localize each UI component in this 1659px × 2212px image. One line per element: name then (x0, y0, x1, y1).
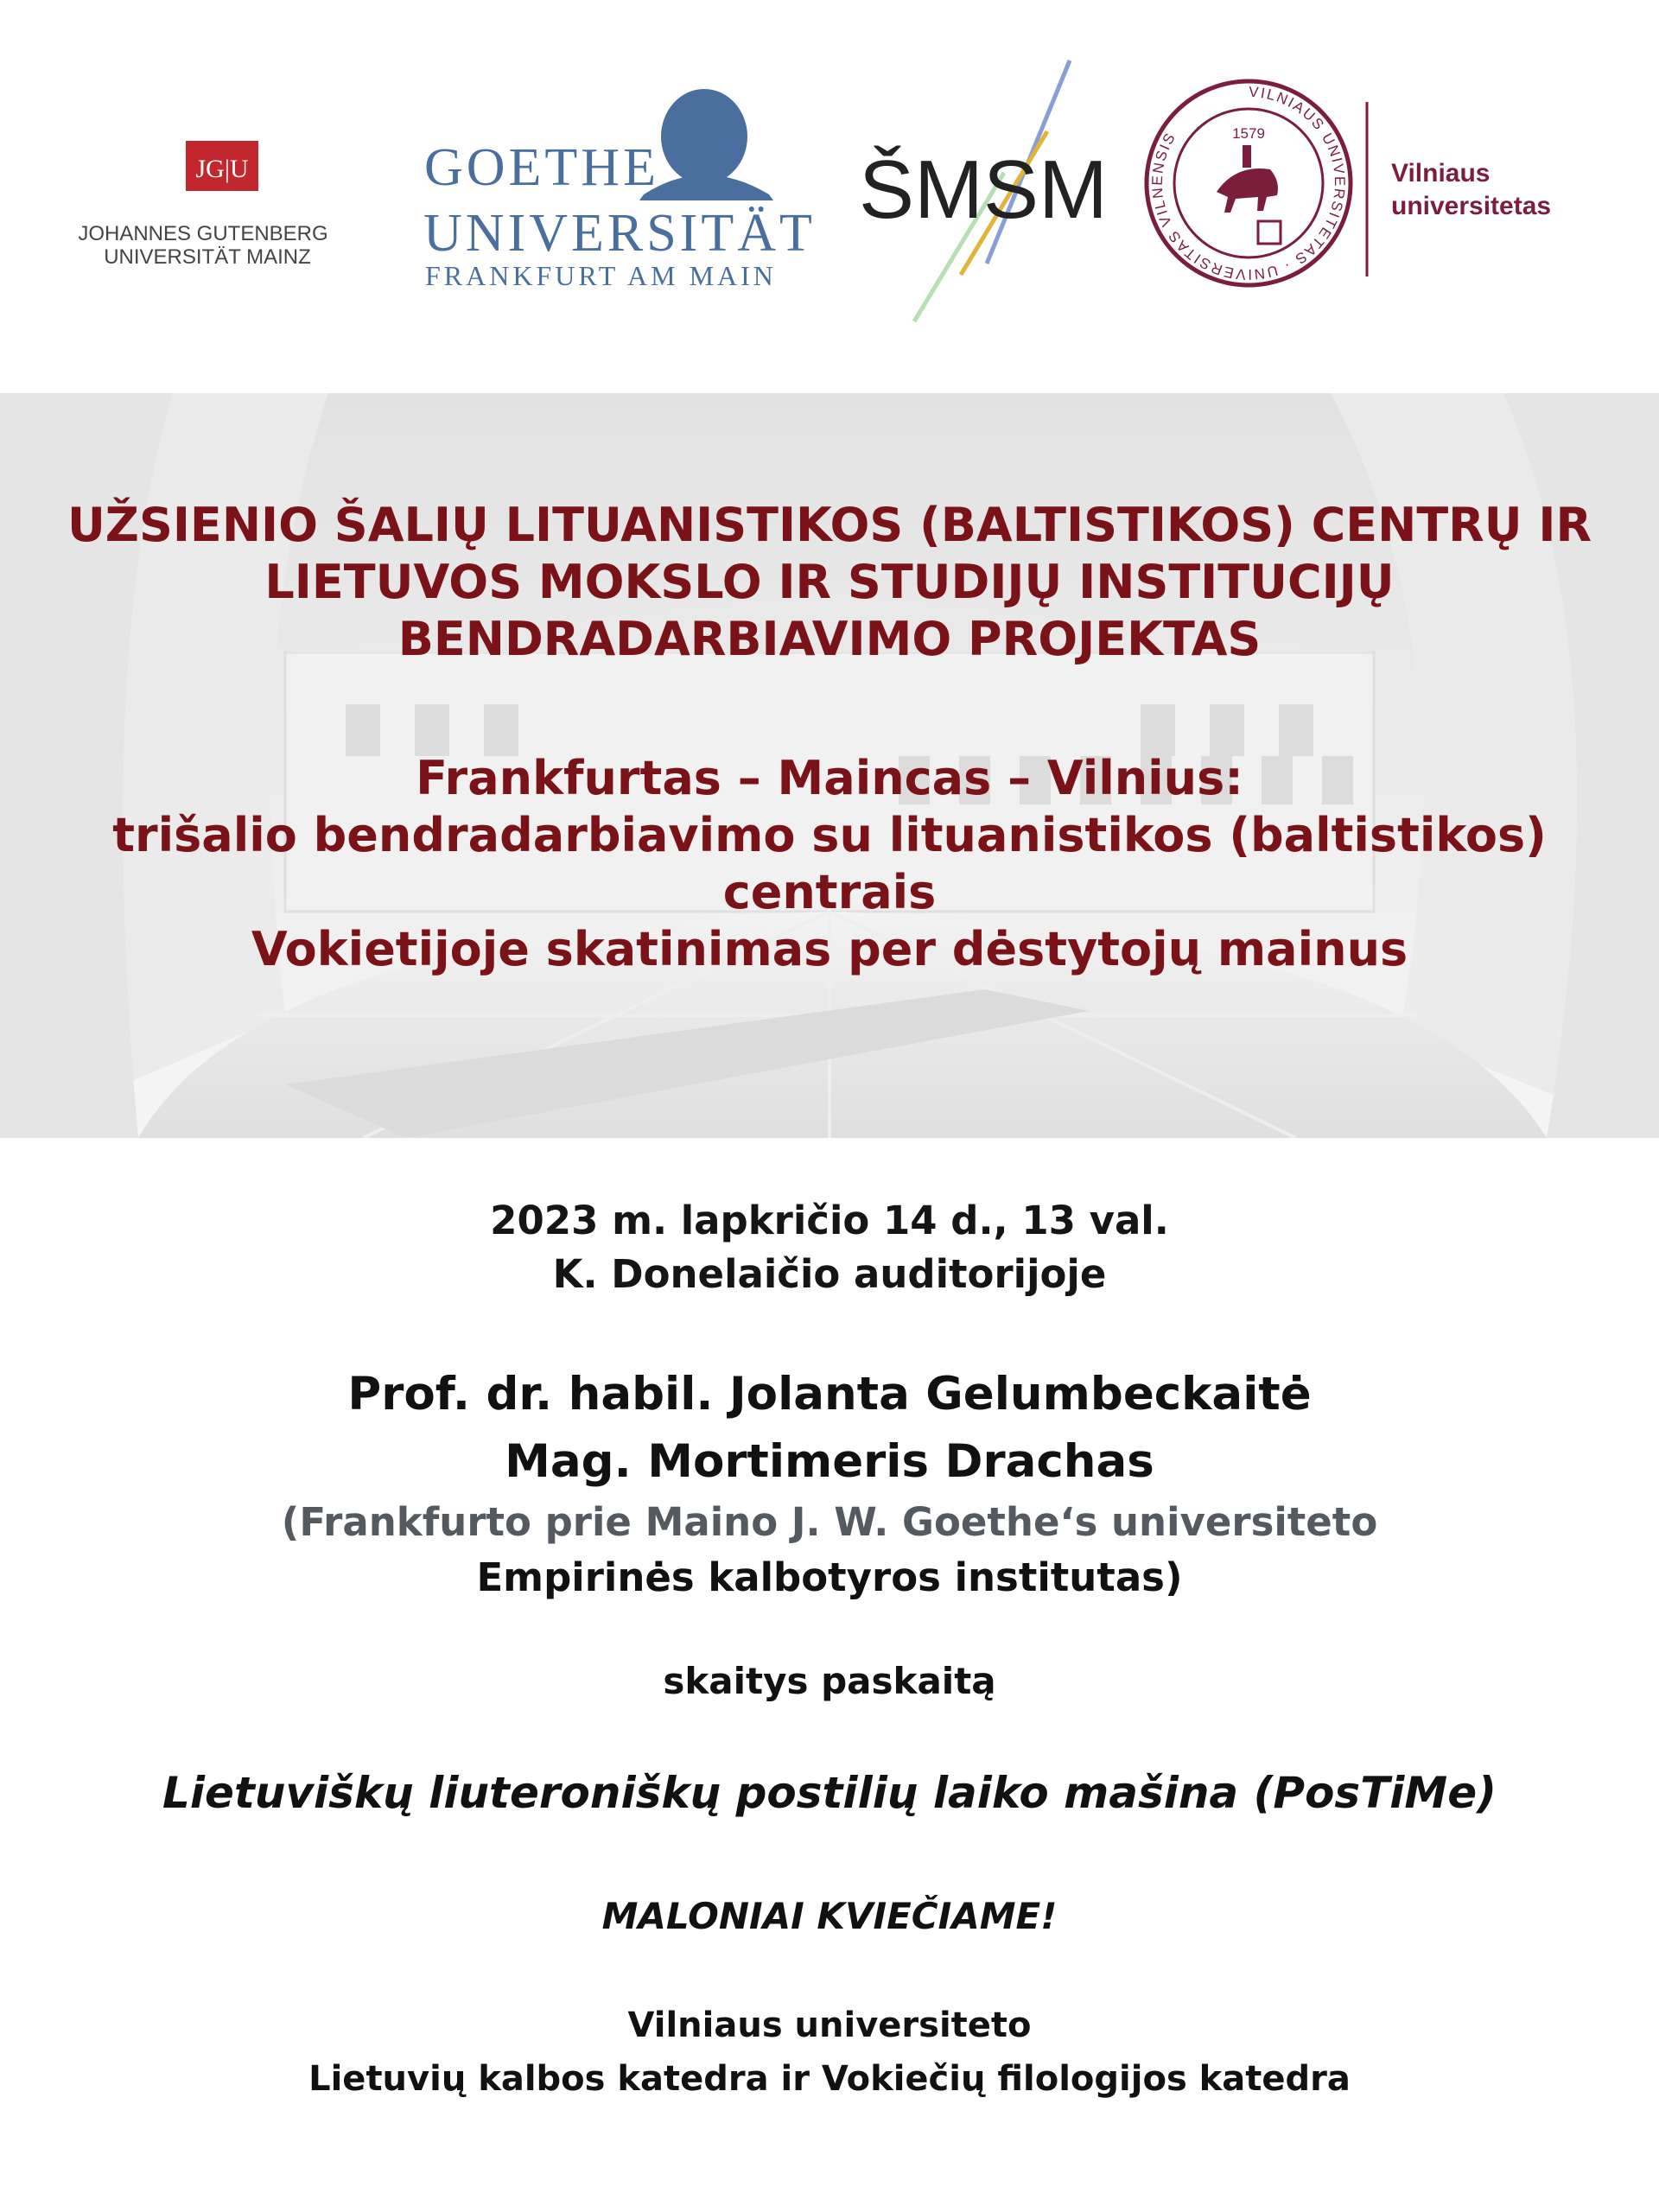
logo-row (0, 0, 1659, 393)
goethe-portrait-icon (639, 89, 773, 200)
vu-seal-year: 1579 (1232, 125, 1265, 142)
vu-name-line1: Vilniaus (1391, 159, 1491, 188)
jgu-name-line2: UNIVERSITÄT MAINZ (104, 245, 311, 269)
smsm-logo (859, 60, 1108, 321)
speaker-list (0, 1361, 1659, 1496)
hero-banner (0, 393, 1659, 1138)
welcome-text: MALONIAI KVIEČIAME! (601, 1895, 1058, 1937)
project-title-line: BENDRADARBIAVIMO PROJEKTAS (397, 612, 1262, 666)
event-date-time: 2023 m. lapkričio 14 d., 13 val. (490, 1198, 1169, 1243)
welcome-message (0, 1891, 1659, 1942)
reads-text: skaitys paskaitą (663, 1660, 996, 1702)
vu-rider-icon (1217, 145, 1281, 244)
speaker-affiliation (0, 1495, 1659, 1605)
goethe-line1: GOETHE (424, 138, 659, 197)
project-subtitle-line: trišalio bendradarbiavimo su lituanistikos (baltistikos) centrais (112, 808, 1547, 919)
goethe-logo (423, 89, 816, 291)
vu-seal-ring-text: VILNIAUS UNIVERSITETAS · UNIVERSITAS VILNENSIS (1148, 83, 1349, 283)
affiliation-line1: (Frankfurto prie Maino J. W. Goethe‘s universiteto (281, 1499, 1378, 1545)
organizer-line1: Vilniaus universiteto (627, 2005, 1032, 2045)
project-title-line: LIETUVOS MOKSLO IR STUDIJŲ INSTITUCIJŲ (264, 555, 1395, 609)
project-subtitle (0, 750, 1659, 978)
event-location: K. Donelaičio auditorijoje (552, 1251, 1107, 1297)
logos-svg (0, 0, 1659, 393)
banner-text (0, 393, 1659, 1138)
goethe-line2: UNIVERSITÄT (423, 204, 816, 263)
project-subtitle-line: Frankfurtas – Maincas – Vilnius: (416, 751, 1243, 805)
vu-logo (1147, 81, 1551, 285)
affiliation-line2: Empirinės kalbotyros institutas) (476, 1554, 1183, 1600)
goethe-line3: FRANKFURT AM MAIN (425, 260, 777, 291)
reads-lecture (0, 1656, 1659, 1707)
lecture-title-text: Lietuviškų liuteroniškų postilių laiko mašina (PosTiMe) (162, 1768, 1497, 1818)
organizer-block (0, 1999, 1659, 2106)
jgu-name-line1: JOHANNES GUTENBERG (78, 222, 328, 245)
project-subtitle-line: Vokietijoje skatinimas per dėstytojų mainus (251, 922, 1408, 976)
project-title (0, 497, 1659, 668)
speaker-name: Mag. Mortimeris Drachas (505, 1435, 1154, 1488)
smsm-wordmark: ŠMSM (859, 143, 1108, 236)
jgu-mark: JG|U (195, 155, 249, 183)
organizer-line2: Lietuvių kalbos katedra ir Vokiečių filologijos katedra (308, 2059, 1351, 2099)
event-details (0, 1194, 1659, 1301)
lecture-title (0, 1763, 1659, 1823)
jgu-logo (78, 141, 327, 269)
vu-name-line2: universitetas (1391, 192, 1552, 220)
speaker-name: Prof. dr. habil. Jolanta Gelumbeckaitė (347, 1368, 1312, 1421)
project-title-line: UŽSIENIO ŠALIŲ LITUANISTIKOS (BALTISTIKOS) CENTRŲ IR (67, 498, 1592, 552)
